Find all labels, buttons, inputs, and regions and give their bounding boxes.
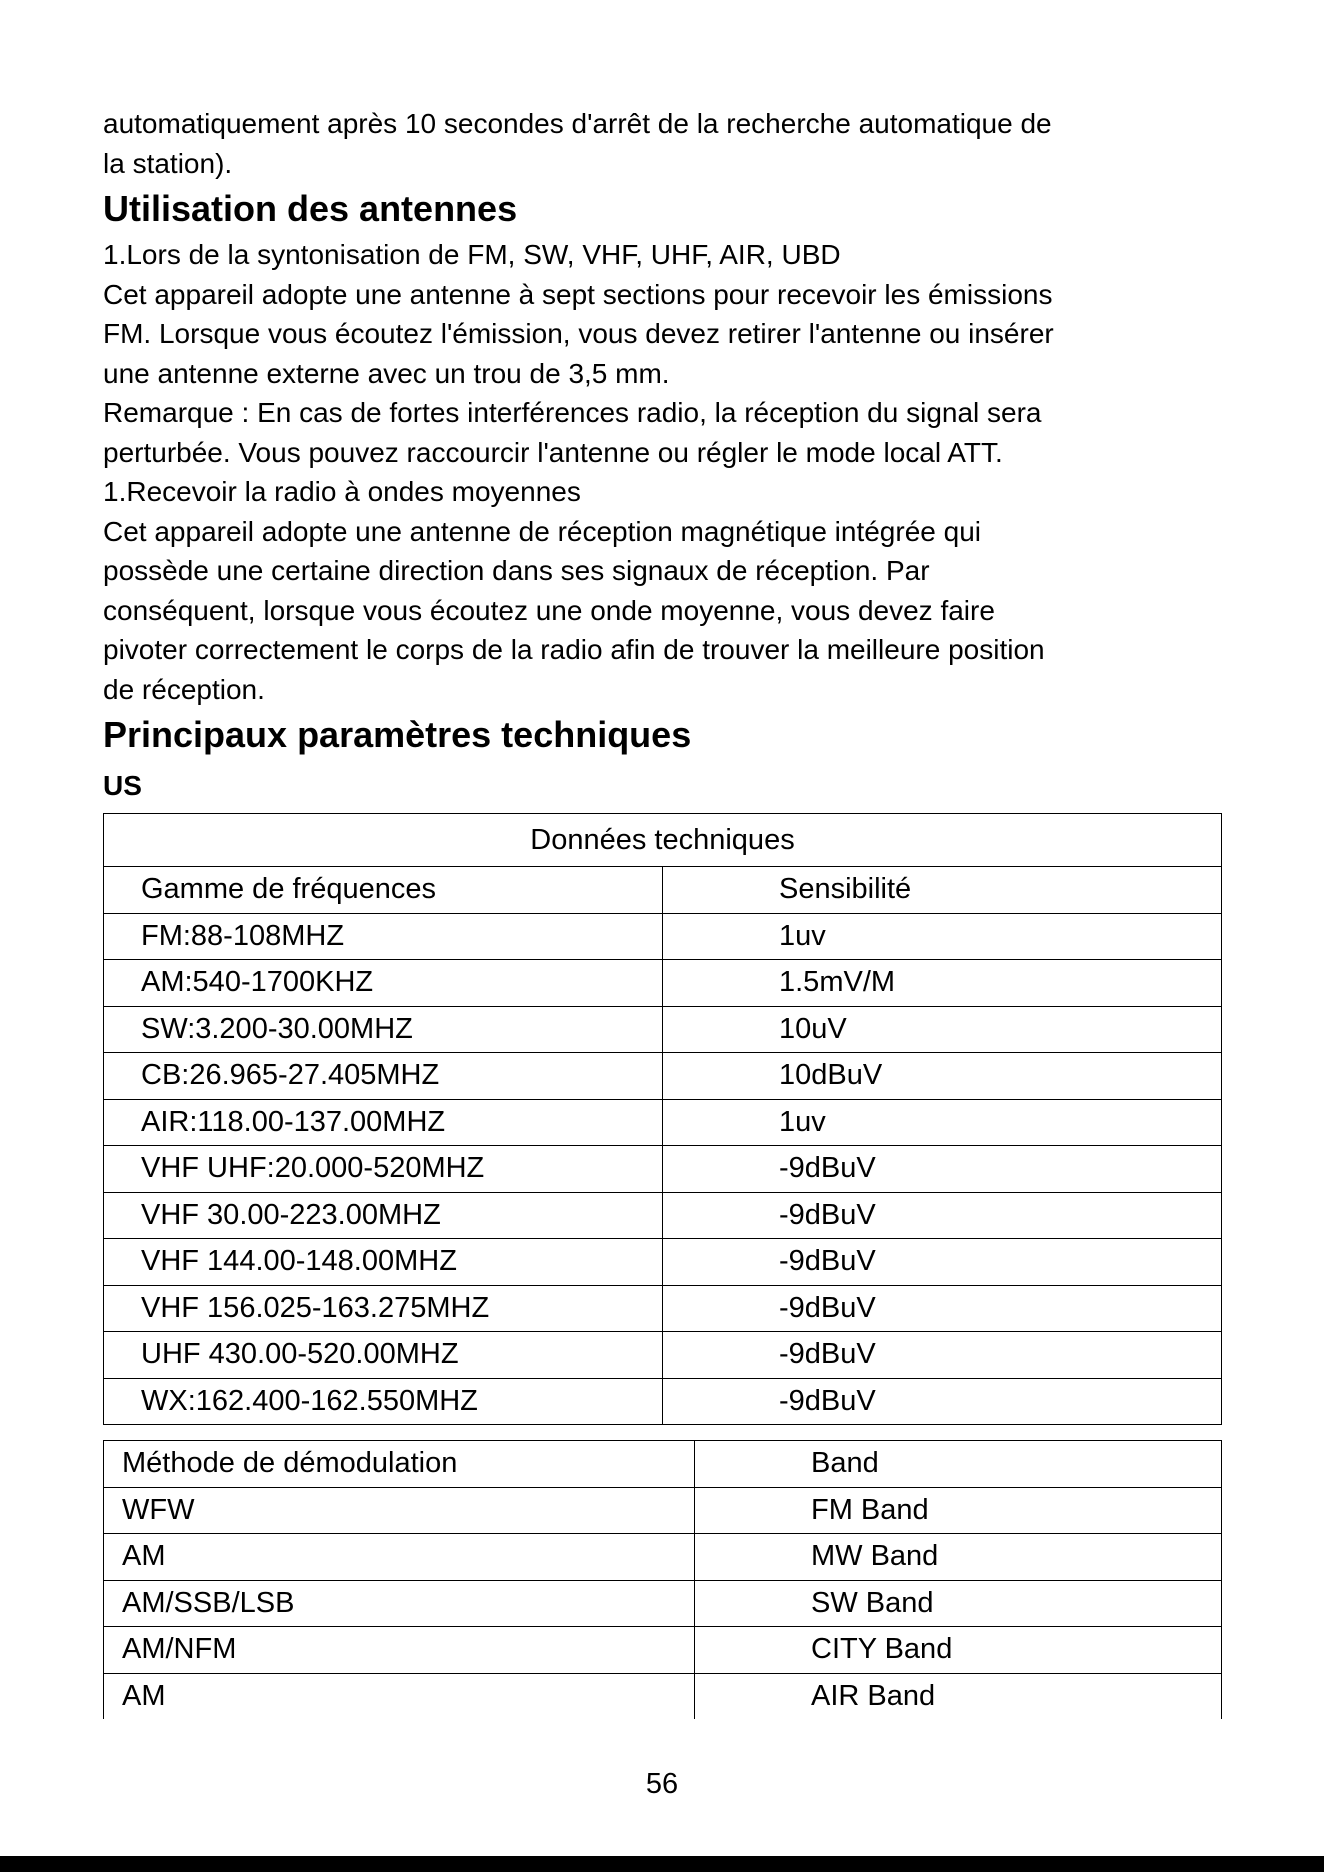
- band-cell: CITY Band: [695, 1627, 1222, 1674]
- table-row: [104, 1534, 1222, 1581]
- sensitivity-cell: 1uv: [663, 913, 1222, 960]
- table-row: [104, 1239, 1222, 1286]
- intro-line: la station).: [103, 147, 233, 179]
- manual-page: [103, 104, 1223, 1719]
- body-line: FM. Lorsque vous écoutez l'émission, vous devez retirer l'antenne ou insérer: [103, 318, 1054, 349]
- frequency-cell: VHF 156.025-163.275MHZ: [104, 1285, 663, 1332]
- demodulation-cell: AM/NFM: [104, 1627, 695, 1674]
- table-row: [104, 960, 1222, 1007]
- header-sensitivity: Sensibilité: [663, 867, 1222, 914]
- intro-line: automatiquement après 10 secondes d'arrêt de la recherche automatique de: [103, 108, 1052, 139]
- demodulation-cell: AM: [104, 1534, 695, 1581]
- table-caption: Données techniques: [104, 814, 1222, 867]
- demodulation-table: [103, 1440, 1222, 1719]
- band-cell: SW Band: [695, 1580, 1222, 1627]
- body-line: 1.Lors de la syntonisation de FM, SW, VHF, UHF, AIR, UBD: [103, 239, 841, 270]
- band-cell: FM Band: [695, 1487, 1222, 1534]
- table-row: [104, 1006, 1222, 1053]
- table-row: [104, 1099, 1222, 1146]
- sensitivity-cell: -9dBuV: [663, 1146, 1222, 1193]
- region-label: US: [103, 770, 142, 801]
- bottom-border: [0, 1856, 1324, 1872]
- section-heading-params: Principaux paramètres techniques: [103, 714, 692, 755]
- sensitivity-cell: -9dBuV: [663, 1332, 1222, 1379]
- body-line: Cet appareil adopte une antenne à sept sections pour recevoir les émissions: [103, 278, 1053, 310]
- page-number: 56: [645, 1768, 679, 1800]
- table-row: [104, 1053, 1222, 1100]
- frequency-cell: AM:540-1700KHZ: [104, 960, 663, 1007]
- sensitivity-cell: -9dBuV: [663, 1192, 1222, 1239]
- frequency-cell: CB:26.965-27.405MHZ: [104, 1053, 663, 1100]
- sensitivity-cell: -9dBuV: [663, 1285, 1222, 1332]
- demodulation-cell: WFW: [104, 1487, 695, 1534]
- table-row: [104, 1285, 1222, 1332]
- body-line: de réception.: [103, 673, 265, 705]
- tech-data-table: [103, 813, 1222, 1425]
- antennes-section-body: [103, 235, 1223, 709]
- sensitivity-cell: 1.5mV/M: [663, 960, 1222, 1007]
- demodulation-cell: AM: [104, 1673, 695, 1719]
- frequency-cell: FM:88-108MHZ: [104, 913, 663, 960]
- body-line: 1.Recevoir la radio à ondes moyennes: [103, 476, 581, 507]
- frequency-cell: AIR:118.00-137.00MHZ: [104, 1099, 663, 1146]
- frequency-cell: VHF 144.00-148.00MHZ: [104, 1239, 663, 1286]
- sensitivity-cell: 10uV: [663, 1006, 1222, 1053]
- table-row: [104, 1673, 1222, 1719]
- body-line: Remarque : En cas de fortes interférences radio, la réception du signal sera: [103, 397, 1042, 428]
- frequency-cell: WX:162.400-162.550MHZ: [104, 1378, 663, 1425]
- body-line: une antenne externe avec un trou de 3,5 mm.: [103, 357, 670, 389]
- table-row: [104, 1332, 1222, 1379]
- table-caption-row: [104, 814, 1222, 867]
- sensitivity-cell: 1uv: [663, 1099, 1222, 1146]
- body-line: conséquent, lorsque vous écoutez une onde moyenne, vous devez faire: [103, 594, 995, 626]
- header-frequency-range: Gamme de fréquences: [104, 867, 663, 914]
- table-header-row: [104, 867, 1222, 914]
- body-line: pivoter correctement le corps de la radio afin de trouver la meilleure position: [103, 634, 1045, 665]
- table-row: [104, 913, 1222, 960]
- table-row: [104, 1627, 1222, 1674]
- table-row: [104, 1192, 1222, 1239]
- frequency-cell: SW:3.200-30.00MHZ: [104, 1006, 663, 1053]
- frequency-cell: UHF 430.00-520.00MHZ: [104, 1332, 663, 1379]
- header-demodulation-method: Méthode de démodulation: [104, 1441, 695, 1488]
- sensitivity-cell: -9dBuV: [663, 1239, 1222, 1286]
- frequency-cell: VHF 30.00-223.00MHZ: [104, 1192, 663, 1239]
- section-heading-antennes: Utilisation des antennes: [103, 188, 518, 229]
- table-header-row: [104, 1441, 1222, 1488]
- sensitivity-cell: 10dBuV: [663, 1053, 1222, 1100]
- table-row: [104, 1580, 1222, 1627]
- table-row: [104, 1487, 1222, 1534]
- body-line: perturbée. Vous pouvez raccourcir l'antenne ou régler le mode local ATT.: [103, 436, 1003, 468]
- demodulation-cell: AM/SSB/LSB: [104, 1580, 695, 1627]
- table-row: [104, 1378, 1222, 1425]
- sensitivity-cell: -9dBuV: [663, 1378, 1222, 1425]
- band-cell: AIR Band: [695, 1673, 1222, 1719]
- frequency-cell: VHF UHF:20.000-520MHZ: [104, 1146, 663, 1193]
- header-band: Band: [695, 1441, 1222, 1488]
- band-cell: MW Band: [695, 1534, 1222, 1581]
- table-row: [104, 1146, 1222, 1193]
- body-line: Cet appareil adopte une antenne de réception magnétique intégrée qui: [103, 515, 981, 547]
- body-line: possède une certaine direction dans ses signaux de réception. Par: [103, 555, 930, 586]
